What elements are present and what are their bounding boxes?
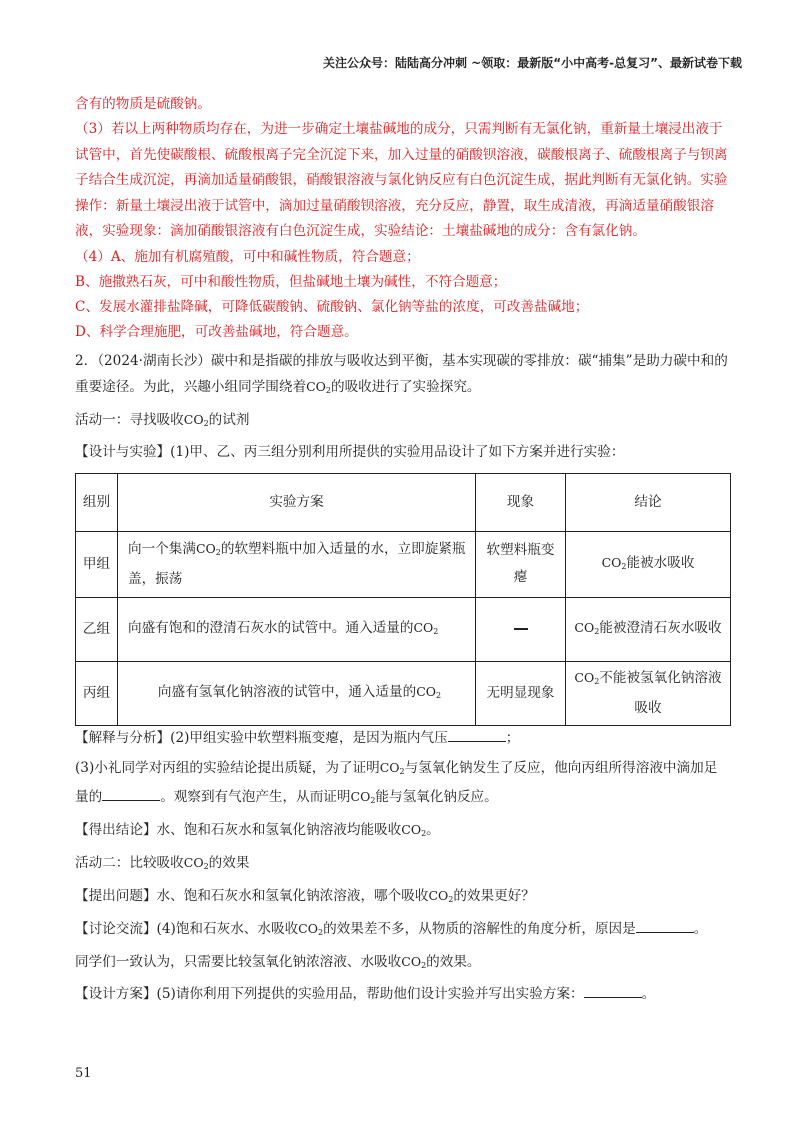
header-plan: 实验方案	[118, 473, 476, 531]
co2-formula: $CO_2$	[401, 953, 427, 970]
page-header: 关注公众号：陆陆高分冲刺 ~领取：最新版“小中高考-总复习”、最新试卷下载	[323, 56, 742, 70]
design-instruction: 【设计与实验】(1)甲、乙、丙三组分别利用所提供的实验用品设计了如下方案并进行实验：	[75, 443, 625, 460]
cell-conclusion: $CO_2$能被水吸收	[566, 531, 731, 597]
page-number: 51	[75, 1066, 92, 1081]
conclusion-line: 【得出结论】水、饱和石灰水和氢氧化钠溶液均能吸收$CO_2$。	[75, 821, 440, 838]
question-2: 【解释与分析】(2)甲组实验中软塑料瓶变瘪，是因为瓶内气压 ；	[75, 726, 730, 751]
co2-formula: $CO_2$	[574, 670, 600, 686]
co2-formula: $CO_2$	[350, 788, 376, 805]
answer-blank[interactable]	[584, 983, 642, 998]
cell-phenomenon	[476, 597, 566, 661]
activity-1-title: 活动一：寻找吸收$CO_2$的试剂	[75, 411, 250, 428]
co2-formula: $CO_2$	[401, 821, 427, 838]
answer-blank[interactable]	[636, 918, 694, 933]
co2-formula: $CO_2$	[298, 920, 324, 937]
cell-group: 甲组	[76, 531, 118, 597]
co2-formula: $CO_2$	[306, 378, 331, 395]
co2-formula: $CO_2$	[379, 759, 405, 776]
dash-mark	[514, 628, 528, 630]
cell-plan: 向一个集满$CO_2$的软塑料瓶中加入适量的水，立即旋紧瓶盖，振荡	[118, 531, 476, 597]
co2-formula: $CO_2$	[183, 854, 209, 871]
co2-formula: $CO_2$	[574, 619, 600, 636]
cell-conclusion: $CO_2$不能被氢氧化钠溶液吸收	[566, 661, 731, 725]
table-row	[76, 597, 731, 661]
co2-formula: $CO_2$	[428, 887, 454, 904]
header-conclusion: 结论	[566, 473, 731, 531]
question-3: (3)小礼同学对丙组的实验结论提出质疑，为了证明$CO_2$与氢氧化钠发生了反应，他向丙组所得溶液中滴加足量的 。观察到有气泡产生，从而证明$CO_2$能与氢氧化钠反应。	[75, 759, 718, 805]
answer-p4d: D、科学合理施肥，可改善盐碱地，符合题意。	[75, 323, 358, 340]
cell-plan: 向盛有氢氧化钠溶液的试管中，通入适量的$CO_2$	[118, 661, 476, 725]
co2-formula: $CO_2$	[195, 541, 221, 557]
problem-statement: 【提出问题】水、饱和石灰水和氢氧化钠浓溶液，哪个吸收$CO_2$的效果更好？	[75, 887, 535, 904]
experiment-table	[75, 473, 731, 726]
answer-blank[interactable]	[102, 786, 160, 801]
answer-p4b: B、施撒熟石灰，可中和酸性物质，但盐碱地土壤为碱性，不符合题意；	[75, 273, 507, 290]
co2-formula: $CO_2$	[413, 619, 439, 636]
answer-p4c: C、发展水灌排盐降碱，可降低碳酸钠、硫酸钠、氯化钠等盐的浓度，可改善盐碱地；	[75, 298, 589, 315]
header-group: 组别	[76, 473, 118, 531]
co2-formula: $CO_2$	[601, 554, 627, 571]
cell-group: 乙组	[76, 597, 118, 661]
co2-formula: $CO_2$	[183, 411, 209, 428]
cell-conclusion: $CO_2$能被澄清石灰水吸收	[566, 597, 731, 661]
answer-p4a: （4）A、施加有机腐殖酸，可中和碱性物质，符合题意；	[75, 248, 420, 265]
cell-plan: 向盛有饱和的澄清石灰水的试管中。通入适量的$CO_2$	[118, 597, 476, 661]
document-body	[75, 92, 730, 1007]
answer-p3: （3）若以上两种物质均存在，为进一步确定土壤盐碱地的成分，只需判断有无氯化钠，重新量土壤浸出液于试管中，首先使碳酸根、硫酸根离子完全沉淀下来，加入过量的硝酸钡溶液，碳酸根离子、硫酸根离子与钡离子结合生成沉淀，再滴加适量硝酸银，硝酸银溶液与氯化钠反应有白色沉淀生成，据此判断有无氯化钠。实验操作：新量土壤浸出液于试管中，滴加过量硝酸钡溶液，充分反应，静置，取生成清液，再滴适量硝酸银溶液，实验现象：滴加硝酸银溶液有白色沉淀生成，实验结论：土壤盐碱地的成分：含有氯化钠。	[75, 121, 728, 239]
table-row	[76, 531, 731, 597]
table-header-row	[76, 473, 731, 531]
question-4: 【讨论交流】(4)饱和石灰水、水吸收$CO_2$的效果差不多，从物质的溶解性的角度分析，原因是 。	[75, 916, 730, 945]
cell-phenomenon: 无明显现象	[476, 661, 566, 725]
cell-group: 丙组	[76, 661, 118, 725]
header-phenomenon: 现象	[476, 473, 566, 531]
question-5: 【设计方案】(5)请你利用下列提供的实验用品，帮助他们设计实验并写出实验方案： 。	[75, 982, 730, 1007]
cell-phenomenon: 软塑料瓶变瘪	[476, 531, 566, 597]
activity-2-title: 活动二：比较吸收$CO_2$的效果	[75, 854, 250, 871]
question-intro: 2．（2024·湖南长沙）碳中和是指碳的排放与吸收达到平衡，基本实现碳的零排放：碳“捕集”是助力碳中和的重要途径。为此，兴趣小组同学围绕着$CO_2$的吸收进行了实验探究。	[75, 352, 728, 395]
table-row	[76, 661, 731, 725]
co2-formula: $CO_2$	[416, 683, 442, 700]
question-4-continued: 同学们一致认为，只需要比较氢氧化钠浓溶液、水吸收$CO_2$的效果。	[75, 953, 481, 970]
answer-blank[interactable]	[448, 727, 506, 742]
answer-line-0: 含有的物质是硫酸钠。	[75, 96, 211, 112]
